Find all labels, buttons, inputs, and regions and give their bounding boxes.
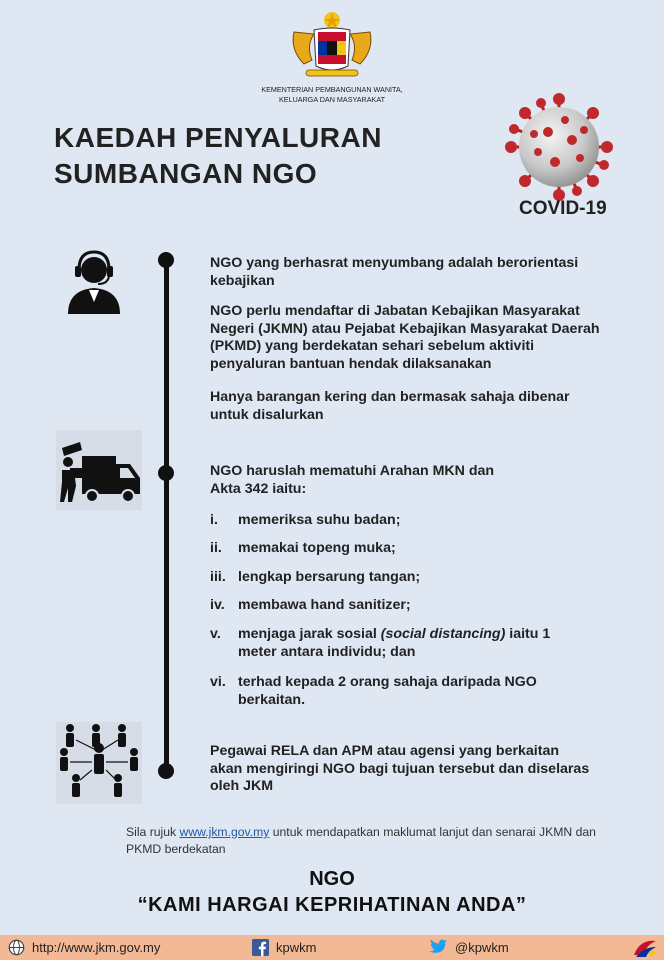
timeline-dot-3: [158, 763, 174, 779]
support-agent-icon: [62, 246, 126, 316]
rule-item-number: ii.: [210, 540, 222, 556]
note-suffix: untuk mendapatkan maklumat lanjut dan senarai JKMN dan PKMD berdekatan: [126, 825, 596, 856]
partner-logo-icon: [632, 937, 658, 959]
covid-label: COVID-19: [519, 198, 607, 219]
jkm-website-link[interactable]: www.jkm.gov.my: [179, 825, 270, 839]
rule-item-text: memakai topeng muka;: [238, 540, 396, 556]
footer-bar: [0, 935, 664, 960]
ministry-line-2: KELUARGA DAN MASYARAKAT: [279, 95, 385, 104]
page-title-line-2: SUMBANGAN NGO: [54, 158, 318, 189]
timeline-line: [164, 258, 169, 774]
rule-item-text: membawa hand sanitizer;: [238, 597, 411, 613]
facebook-icon: [252, 939, 269, 956]
closing-heading: NGO: [309, 868, 355, 890]
closing-slogan: “KAMI HARGAI KEPRIHATINAN ANDA”: [137, 894, 527, 916]
rule-item-text-italic: (social distancing): [380, 626, 506, 642]
virus-icon: [500, 92, 618, 202]
footer-website-text: http://www.jkm.gov.my: [32, 940, 161, 955]
rule-item-text: memeriksa suhu badan;: [238, 512, 401, 528]
section-2-intro: NGO haruslah mematuhi Arahan MKN dan Akta 342 iaitu:: [210, 463, 495, 497]
footer-website[interactable]: [8, 935, 160, 960]
rule-item-text-part: iaitu 1 meter antara individu; dan: [238, 626, 551, 660]
page-title: [54, 120, 382, 192]
rule-item-number: iii.: [210, 569, 226, 585]
globe-icon: [8, 939, 25, 956]
page-title-line-1: KAEDAH PENYALURAN: [54, 122, 382, 153]
rule-item-number: v.: [210, 626, 221, 642]
rule-item-text: terhad kepada 2 orang sahaja daripada NGO berkaitan.: [238, 674, 537, 708]
footer-facebook-text: kpwkm: [276, 940, 317, 955]
rule-item-text-part: menjaga jarak sosial: [238, 626, 377, 642]
timeline-dot-1: [158, 252, 174, 268]
footer-facebook[interactable]: [252, 935, 316, 960]
ministry-crest-logo: [284, 10, 380, 84]
ministry-line-1: KEMENTERIAN PEMBANGUNAN WANITA,: [261, 85, 403, 94]
footer-twitter-text: @kpwkm: [455, 940, 509, 955]
delivery-truck-icon: [56, 430, 142, 510]
section-1-paragraph-1: NGO yang berhasrat menyumbang adalah berorientasi kebajikan: [210, 255, 579, 289]
timeline-dot-2: [158, 465, 174, 481]
twitter-icon: [428, 939, 448, 956]
section-1-paragraph-2: NGO perlu mendaftar di Jabatan Kebajikan Masyarakat Negeri (JKMN) atau Pejabat Kebajikan Masyarakat Daerah (PKMD) yang berdekatan sehari sebelum aktiviti penyaluran bantuan hendak dilaksanakan: [210, 303, 600, 372]
rule-item-text: [238, 626, 568, 661]
people-network-icon: [56, 722, 142, 804]
section-1-paragraph-3: Hanya barangan kering dan bermasak sahaja dibenar untuk disalurkan: [210, 389, 570, 423]
rule-item-number: vi.: [210, 674, 226, 690]
footer-twitter[interactable]: [428, 935, 509, 960]
note-prefix: Sila rujuk: [126, 825, 180, 839]
ministry-name: [240, 85, 424, 105]
rule-item-number: iv.: [210, 597, 225, 613]
rule-item-number: i.: [210, 512, 218, 528]
section-3-paragraph: Pegawai RELA dan APM atau agensi yang berkaitan akan mengiringi NGO bagi tujuan tersebut dan diselaras oleh JKM: [210, 743, 590, 794]
reference-note: [126, 824, 626, 858]
rule-item-text: lengkap bersarung tangan;: [238, 569, 421, 585]
